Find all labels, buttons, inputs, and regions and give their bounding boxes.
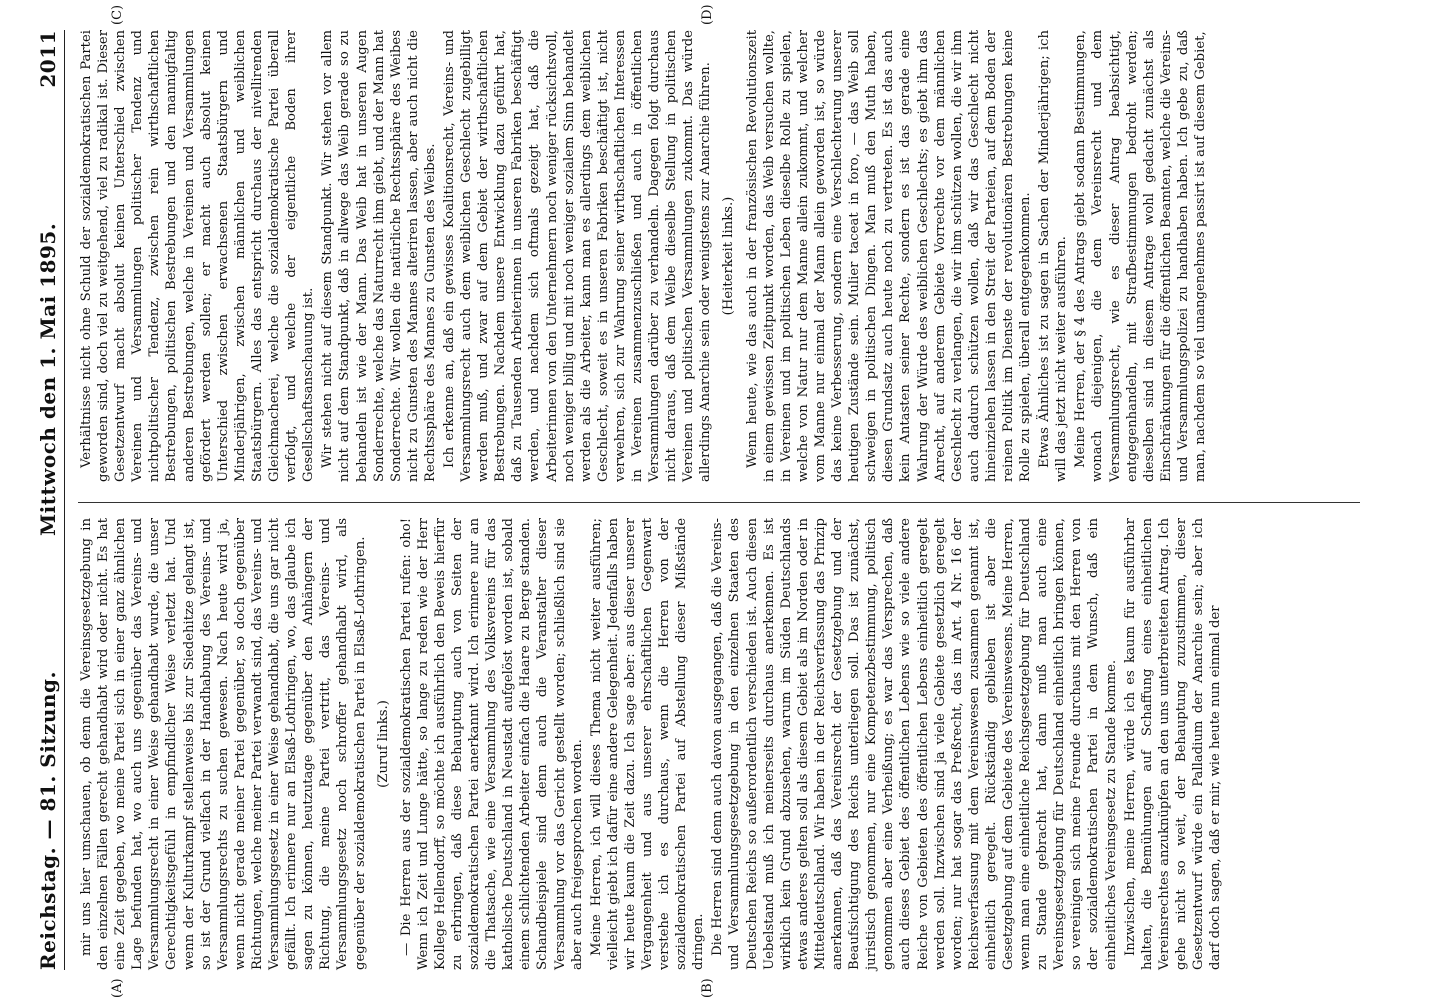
paragraph: Ich erkenne an, daß ein gewisses Koalitionsrecht, Vereins- und Versammlungsrecht auch dem weiblichen Geschlecht zugebilligt werden muß, und zwar auf dem Gebiet der wirthschaftlichen Bestrebungen. Nachdem unsere Entwicklung dazu geführt hat, daß zu Tausenden Arbeiterinnen in unseren Fabriken beschäftigt werden, und nachdem sich oftmals gezeigt hat, daß die Arbeiterinnen von den Unternehmern noch weniger rücksichtsvoll, noch weniger billig und mit noch weniger sozialem Sinn behandelt werden als die Arbeiter, kann man es allerdings dem weiblichen Geschlecht, soweit es in unseren Fabriken beschäftigt ist, nicht verwehren, sich zur Wahrung seiner wirthschaftlichen Interessen in Vereinen zusammenzuschließen und auch in öffentlichen Versammlungen darüber zu verhandeln. Dagegen folgt durchaus nicht daraus, daß dem Weibe dieselbe Stellung in politischen Vereinen und politischen Versammlungen zukommt. Das würde allerdings Anarchie sein oder wenigstens zur Anarchie führen. — [441, 30, 714, 482]
digitization-stamp — [1410, 120, 1426, 880]
paragraph: Meine Herren, der § 4 des Antrags giebt sodann Bestimmungen, wonach diejenigen, die dem Vereinsrecht und dem Versammlungsrecht, wie es dieser Antrag beabsichtigt, entgegenhandeln, mit Strafbestimmungen bedroht werden; dieselben sind in diesem Antrage wohl gedacht zunächst als Einschränkungen für die öffentlichen Beamten, welche die Vereins- und Versammlungspolizei zu handhaben haben. Ich gebe zu, daß man, nachdem so viel unangenehmes passirt ist auf diesem Gebiet, — [1073, 30, 1208, 482]
interjection: (Heiterkeit links.) — [721, 196, 737, 316]
paragraph: Wenn heute, wie das auch in der französischen Revolutionszeit in einem gewissen Zeitpunkt worden, das Weib versuchen wollte, in Vereinen und im politischen Leben dieselbe Rolle zu spielen, welche von Natur nur dem Manne allein zukommt, und welcher vom Manne nur einmal der Mann allein geworden ist, so würde das keine Verbesserung, sondern eine Verschlechterung unserer heutigen Zustände sein. Mulier taceat in foro, — das Weib soll schweigen in politischen Dingen. Man muß den Muth haben, diesen Grundsatz auch heute noch zu vertreten. Es ist das auch kein Antasten seiner Rechte, sondern es ist das gerade eine Wahrung der Würde des weiblichen Geschlechts; es giebt ihm das Anrecht, auf anderem Gebiete Vorrechte vor dem männlichen Geschlecht zu verlangen, die wir ihm schützen wollen, die wir ihm auch dadurch schützen wollen, daß wir das Geschlecht nicht hineinziehen lassen in den Streit der Parteien, auf dem Boden der reinen Politik im Dienste der revolutionären Bestrebungen keine Rolle zu spielen, überall entgegenkommen. — [744, 30, 1034, 482]
interjection: (Zuruf links.) — [375, 700, 391, 788]
header-center: Mittwoch den 1. Mai 1895. — [36, 222, 60, 537]
column-right — [78, 30, 1211, 482]
header-left: Reichstag. — 81. Sitzung. — [36, 671, 60, 970]
paragraph: Wir stehen nicht auf diesem Standpunkt. Wir stehen vor allem nicht auf dem Standpunkt, daß in allwege das Weib gerade so zu behandeln ist wie der Mann. Das Weib hat in unseren Augen Sonderrechte, welche das Naturrecht ihm giebt, und der Mann hat Sonderrechte. Wir wollen die natürliche Rechtssphäre des Weibes nicht zu Gunsten des Mannes alteriren lassen, aber auch nicht die Rechtssphäre des Mannes zu Gunsten des Weibes. — [320, 30, 438, 482]
paragraph: Inzwischen, meine Herren, würde ich es kaum für ausführbar halten, die Bemühungen auf Schaffung eines einheitlichen Vereinsrechtes anzuknüpfen an den uns unterbreiteten Antrag. Ich gehe nicht so weit, der Behauptung zuzustimmen, dieser Gesetzentwurf würde ein Palladium der Anarchie sein; aber ich darf doch sagen, daß er mir, wie heute nun einmal der — [1122, 518, 1224, 970]
margin-marker-a: (A) — [110, 978, 125, 998]
paragraph: Etwas Ähnliches ist zu sagen in Sachen der Minderjährigen; ich will das jetzt nicht weiter ausführen. — [1037, 30, 1070, 482]
column-divider — [78, 502, 1360, 503]
margin-marker-b: (B) — [700, 978, 715, 998]
margin-marker-d: (D) — [700, 4, 715, 25]
margin-marker-c: (C) — [110, 4, 125, 25]
column-left — [78, 518, 1226, 970]
paragraph: mir uns hier umschauen, ob denn die Vereinsgesetzgebung in den einzelnen Fällen gerecht gehandhabt wird oder nicht. Es hat eine Zeit gegeben, wo meine Partei sich in einer ganz ähnlichen Lage befunden hat, wo auch uns gegenüber das Vereins- und Versammlungsrecht in einer Weise gehandhabt wurde, die unser Gerechtigkeitsgefühl in empfindlicher Weise verletzt hat. Und wenn der Kulturkampf stellenweise bis zur Siedehitze gelangt ist, so ist der Grund vielfach in der Handhabung des Vereins- und Versammlungsrechts zu suchen gewesen. Nach heute wird ja, wenn nicht gerade meiner Partei gegenüber, so doch gegenüber Richtungen, welche meiner Partei verwandt sind, das Vereins- und Versammlungsgesetz in einer Weise gehandhabt, die uns gar nicht gefällt. Ich erinnere nur an Elsaß-Lothringen, wo, das glaube ich sagen zu können, heutzutage gegenüber den Anhängern der Richtung, die meine Partei vertritt, das Vereins- und Versammlungsgesetz noch schroffer gehandhabt wird, als gegenüber der sozialdemokratischen Partei in Elsaß-Lothringen. — [79, 518, 368, 970]
paragraph: — Die Herren aus der sozialdemokratischen Partei rufen: oho! Wenn ich Zeit und Lunge hätte, so lange zu reden wie der Herr Kollege Hellendorff, so möchte ich ausführlich den Beweis hierfür zu erbringen, daß diese Behauptung auch von Seiten der sozialdemokratischen Partei anerkannt wird. Ich erinnere nur an die Thatsache, wie eine Versammlung des Volksvereins für das katholische Deutschland in Neustadt aufgelöst worden ist, sobald einem schlichtenden Arbeiter einfach die Haare zu Berge standen. Schandbeispiele sind denn auch die Veranstalter dieser Versammlung vor das Gericht gestellt worden; schließlich sind sie aber auch freigesprochen worden. — [398, 518, 585, 970]
page-number: 2011 — [36, 30, 60, 88]
page-header — [32, 30, 65, 970]
paragraph: Verhältnisse nicht ohne Schuld der sozialdemokratischen Partei geworden sind, doch viel zu weitgehend, viel zu radikal ist. Dieser Gesetzentwurf macht absolut keinen Unterschied zwischen Vereinen und Versammlungen politischer Tendenz und nichtpolitischer Tendenz, zwischen rein wirthschaftlichen Bestrebungen, politischen Bestrebungen und den mannigfaltig anderen Bestrebungen, welche in Vereinen und Versammlungen gefördert werden sollen; er macht auch absolut keinen Unterschied zwischen erwachsenen Staatsbürgern und Minderjährigen, zwischen männlichen und weiblichen Staatsbürgern. Alles das entspricht durchaus der nivellirenden Gleichmacherei, welche die sozialdemokratische Partei überall verfolgt, und welche der eigentliche Boden ihrer Gesellschaftsanschauung ist. — [79, 30, 317, 482]
paragraph: Die Herren sind denn auch davon ausgegangen, daß die Vereins- und Versammlungsgesetzgebung in den einzelnen Staaten des Deutschen Reichs so außerordentlich verschieden ist. Auch diesen Uebelstand muß ich meinerseits durchaus anerkennen. Es ist wirklich kein Grund abzusehen, warum im Süden Deutschlands etwas anderes gelten soll als diesem Gebiet als im Norden oder in Mitteldeutschland. Wir haben in der Reichsverfassung das Prinzip anerkannen, daß das Vereinsrecht der Gesetzgebung und der Beaufsichtigung des Reichs unterliegen soll. Das ist zunächst, juristisch genommen, nur eine Kompetenzbestimmung, politisch genommen aber eine Verheißung; es war das Versprechen, daß auch dieses Gebiet des öffentlichen Lebens wie so viele andere Reiche von Gebieten des öffentlichen Lebens einheitlich geregelt werden soll. Inzwischen sind ja viele Gebiete gesetzlich geregelt worden; nur hat sogar das Preßrecht, das im Art. 4 Nr. 16 der Reichsverfassung mit dem Vereinswesen zusammen genannt ist, einheitlich geregelt. Rückständig geblieben ist aber die Gesetzgebung auf dem Gebiete des Vereinswesens. Meine Herren, wenn man eine einheitliche Reichsgesetzgebung für Deutschland zu Stande gebracht hat, dann muß man auch eine Vereinsgesetzgebung für Deutschland einheitlich bringen können, so vereinigen sich meine Freunde durchaus mit den Herren von der sozialdemokratischen Partei in dem Wunsch, daß ein einheitliches Vereinsgesetz zu Stande komme. — [710, 518, 1119, 970]
paragraph: Meine Herren, ich will dieses Thema nicht weiter ausführen; vielleicht giebt ich dafür eine andere Gelegenheit. Jedenfalls haben wir heute kaum die Zeit dazu. Ich sage aber: aus dieser unserer Vergangenheit und aus unserer ehrschaftlichen Gegenwart verstehe ich es durchaus, wenn die Herren von der sozialdemokratischen Partei auf Abstellung dieser Mißstände dringen. — [588, 518, 707, 970]
